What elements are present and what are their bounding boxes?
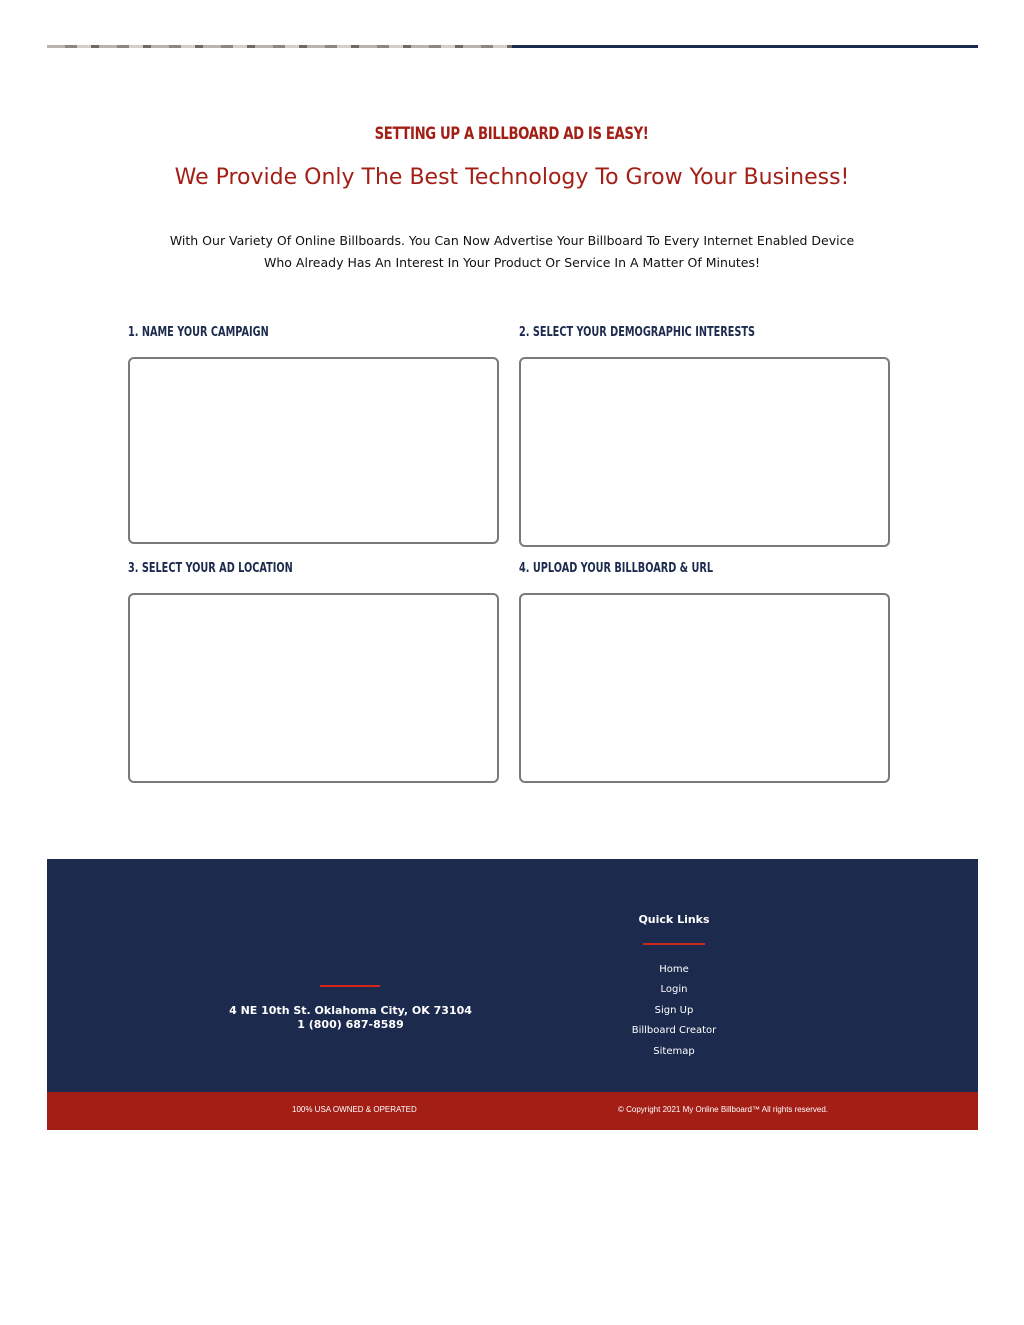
usa-owned-text: 100% USA OWNED & OPERATED bbox=[292, 1105, 417, 1114]
site-footer bbox=[47, 859, 978, 1092]
quick-links-title: Quick Links bbox=[638, 913, 710, 926]
copyright-text: © Copyright 2021 My Online Billboard™ All rights reserved. bbox=[618, 1105, 828, 1114]
footer-phone[interactable]: 1 (800) 687-8589 bbox=[297, 1018, 404, 1031]
quick-link-sitemap[interactable]: Sitemap bbox=[653, 1045, 695, 1057]
step-2-demographic-box[interactable] bbox=[519, 357, 890, 547]
step-2-label: 2. SELECT YOUR DEMOGRAPHIC INTERESTS bbox=[519, 324, 755, 340]
step-1-label: 1. NAME YOUR CAMPAIGN bbox=[128, 324, 269, 340]
section-eyebrow: SETTING UP A BILLBOARD AD IS EASY! bbox=[375, 124, 649, 144]
contact-divider bbox=[320, 985, 380, 987]
hero-section bbox=[0, 122, 1024, 274]
header-photo-strip bbox=[47, 45, 512, 48]
copyright-bar bbox=[47, 1092, 978, 1130]
step-1-campaign-name-box[interactable] bbox=[128, 357, 499, 544]
header-image-strip bbox=[47, 45, 978, 48]
quick-links-divider bbox=[643, 943, 705, 945]
quick-link-sign-up[interactable]: Sign Up bbox=[654, 1004, 694, 1016]
step-4-label: 4. UPLOAD YOUR BILLBOARD & URL bbox=[519, 560, 714, 576]
header-navy-bar bbox=[512, 45, 978, 48]
contact-info bbox=[197, 1004, 504, 1032]
step-3-ad-location-box[interactable] bbox=[128, 593, 499, 783]
quick-link-login[interactable]: Login bbox=[660, 984, 688, 996]
step-4-upload-box[interactable] bbox=[519, 593, 890, 783]
footer-address: 4 NE 10th St. Oklahoma City, OK 73104 bbox=[229, 1004, 472, 1017]
hero-headline: We Provide Only The Best Technology To Grow Your Business! bbox=[174, 165, 850, 190]
quick-links-list bbox=[574, 962, 774, 1064]
quick-link-billboard-creator[interactable]: Billboard Creator bbox=[631, 1025, 717, 1037]
step-3-label: 3. SELECT YOUR AD LOCATION bbox=[128, 560, 293, 576]
quick-link-home[interactable]: Home bbox=[659, 964, 689, 975]
hero-intro-text: With Our Variety Of Online Billboards. You Can Now Advertise Your Billboard To Every Internet Enabled Device Who Already Has An Interest In Your Product Or Service In A Matter Of Minutes! bbox=[169, 233, 855, 270]
